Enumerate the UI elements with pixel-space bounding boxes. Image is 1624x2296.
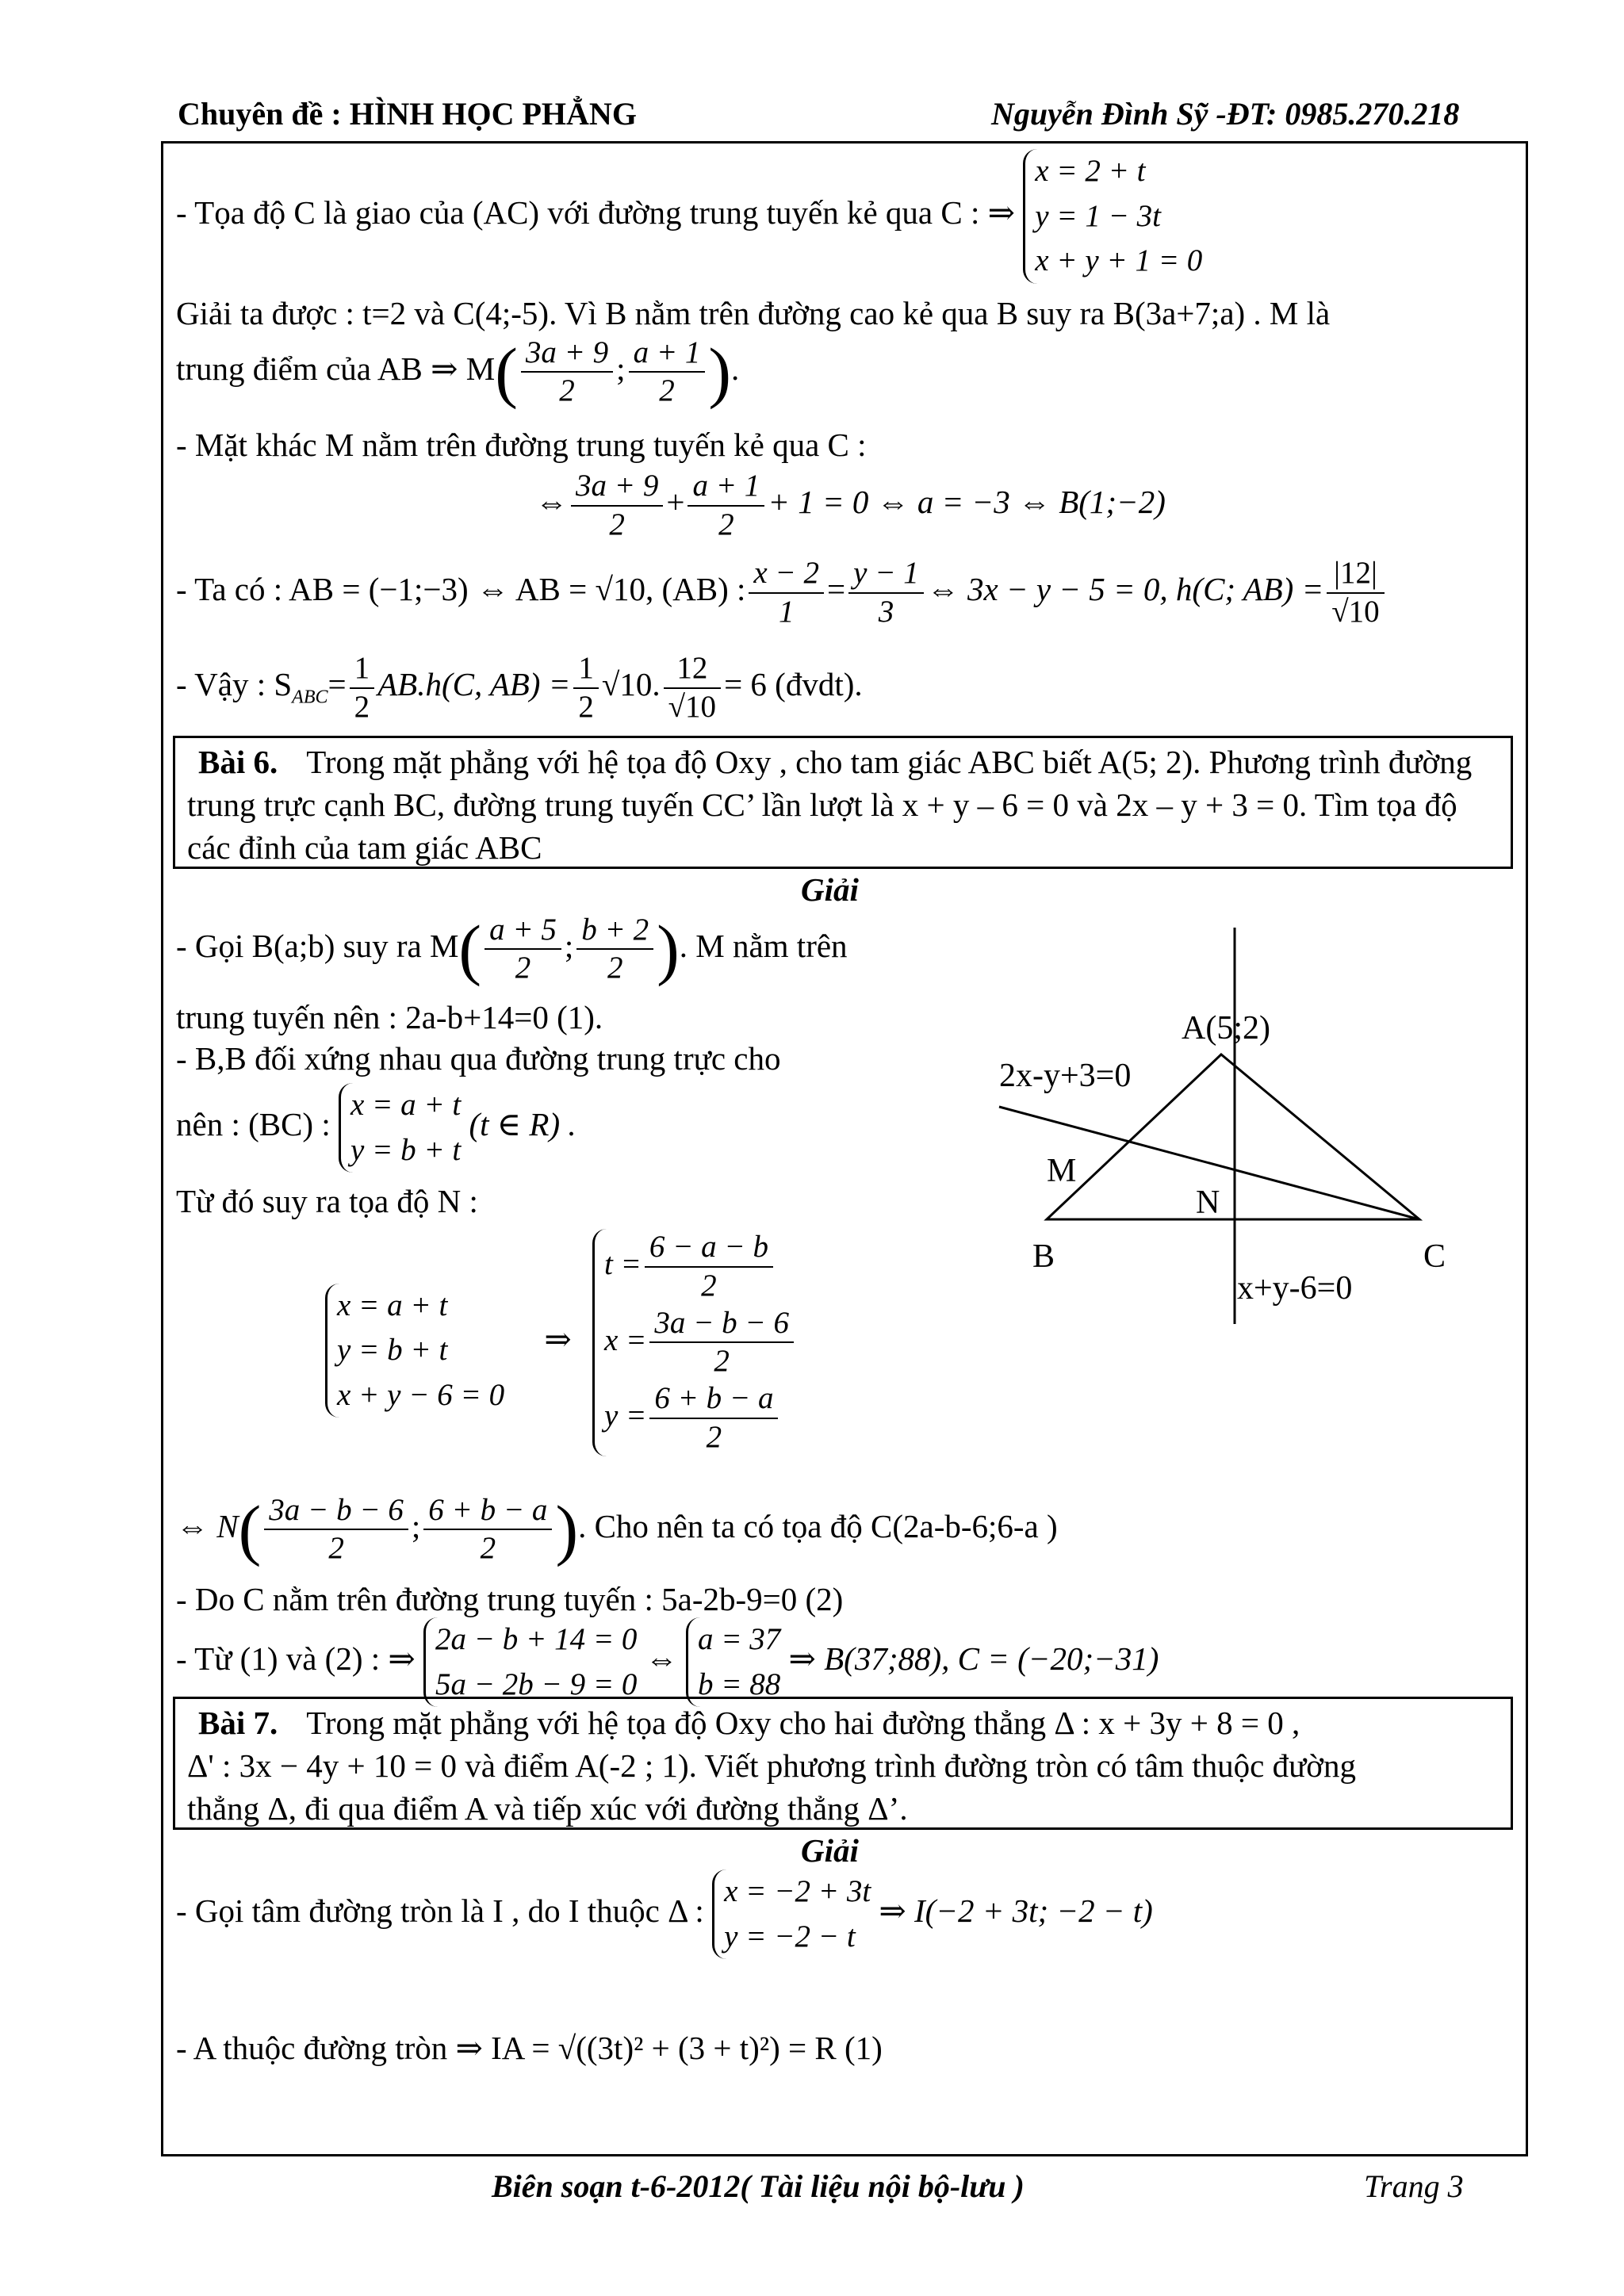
label-bisector-eq: x+y-6=0 <box>1237 1270 1353 1307</box>
system-ab-2: a = 37 b = 88 <box>686 1617 780 1707</box>
line-mat-khac: - Mặt khác M nằm trên đường trung tuyến kẻ qua C : <box>176 427 867 463</box>
footer-page: Trang 3 <box>1364 2168 1464 2204</box>
line-vay: - Vậy : $S_{ABC}=$ $\frac{1}{2}$ AB.h(C, AB) = $\frac{1}{2}$ √10. $\frac{12}{√10}$ = 6 (đvdt). <box>176 651 863 724</box>
bai7-giai: Giải <box>801 1832 859 1869</box>
header-author: Nguyễn Đình Sỹ -ĐT: 0985.270.218 <box>991 96 1460 132</box>
bai6-step7: - Do C nằm trên đường trung tuyến : 5a-2b-9=0 (2) <box>176 1581 844 1617</box>
line-giai: Giải ta được : t=2 và C(4;-5). Vì B nằm trên đường cao kẻ qua B suy ra B(3a+7;a) . M là <box>176 295 1331 331</box>
bai6-step8: - Từ (1) và (2) : ⇒ 2a − b + 14 = 0 5a − 2b − 9 = 0 ⇔ a = 37 b = 88 ⇒ B(37;88), C = (−20;−31) <box>176 1617 1159 1707</box>
bai6-title: Bài 6. <box>198 744 278 780</box>
bai6-step3: - B,B đối xứng nhau qua đường trung trực cho <box>176 1040 781 1077</box>
label-m: M <box>1047 1153 1077 1189</box>
line-ta-co: - Ta có : AB = (−1;−3) ⇔ AB = √10, (AB) : $\frac{x - 2}{1}$ = $\frac{y - 1}{3}$ ⇔ 3x − y − 5 = 0, h(C; AB) = $\frac{|12|}{√10}$ <box>176 555 1388 631</box>
bai7-step2: - A thuộc đường tròn ⇒ IA = √((3t)² + (3 + t)²) = R (1) <box>176 2030 883 2066</box>
line-toa-do-c: - Tọa độ C là giao của (AC) với đường trung tuyến kẻ qua C : ⇒ x = 2 + t y = 1 − 3t x + y + 1 = 0 <box>176 149 1202 284</box>
bai6-step5: Từ đó suy ra tọa độ N : <box>176 1183 478 1219</box>
triangle-figure <box>983 920 1491 1348</box>
bai6-statement <box>187 740 1503 869</box>
system-i: x = −2 + 3t y = −2 − t <box>712 1869 871 1959</box>
label-a: A(5;2) <box>1182 1010 1270 1047</box>
bai7-step1: - Gọi tâm đường tròn là I , do I thuộc Δ : x = −2 + 3t y = −2 − t ⇒ I(−2 + 3t; −2 − t) <box>176 1869 1153 1959</box>
label-c: C <box>1423 1238 1446 1275</box>
bai6-text: Trong mặt phẳng với hệ tọa độ Oxy , cho tam giác ABC biết A(5; 2). Phương trình đường trung trực cạnh BC, đường trung tuyến CC’ lần lượt là x + y – 6 = 0 và 2x – y + 3 = 0. Tìm tọa độ các đỉnh của tam giác ABC <box>187 744 1473 867</box>
system-ab-1: 2a − b + 14 = 0 5a − 2b − 9 = 0 <box>423 1617 637 1707</box>
label-median-eq: 2x-y+3=0 <box>999 1058 1132 1094</box>
header-title: Chuyên đề : HÌNH HỌC PHẲNG <box>178 96 637 132</box>
bai6-step4: nên : (BC) : x = a + t y = b + t (t ∈ R) . <box>176 1083 576 1173</box>
label-b: B <box>1032 1238 1055 1275</box>
bai6-step1: - Gọi B(a;b) suy ra M( $\frac{a + 5}{2}$ ; $\frac{b + 2}{2}$ ). M nằm trên <box>176 911 848 987</box>
line-equation-a: ⇔ $\frac{3a + 9}{2}$ + $\frac{a + 1}{2}$ + 1 = 0 ⇔ a = −3 ⇔ B(1;−2) <box>535 469 1166 541</box>
line-trung-diem: trung điểm của AB ⇒ M( $\frac{3a + 9}{2}$ ; $\frac{a + 1}{2}$ ). <box>176 334 740 410</box>
bai6-step6: ⇔ N( $\frac{3a - b - 6}{2}$ ; $\frac{6 + b - a}{2}$ ). Cho nên ta có tọa độ C(2a-b-6;6-a ) <box>176 1491 1058 1567</box>
bai6-giai: Giải <box>801 871 859 908</box>
system-bc: x = a + t y = b + t <box>339 1083 461 1173</box>
label-n: N <box>1196 1184 1220 1221</box>
bai7-statement: Bài 7. Trong mặt phẳng với hệ tọa độ Oxy cho hai đường thẳng Δ : x + 3y + 8 = 0 , Δ' : 3x − 4y + 10 = 0 và điểm A(-2 ; 1). Viết phương trình đường tròn có tâm thuộc đường thẳng Δ, đi qua điểm A và tiếp xúc với đường thẳng Δ’. <box>187 1705 1356 1827</box>
system-c: x = 2 + t y = 1 − 3t x + y + 1 = 0 <box>1023 149 1202 284</box>
footer-center: Biên soạn t-6-2012( Tài liệu nội bộ-lưu ) <box>492 2168 1025 2204</box>
bai6-n-system: x = a + t y = b + t x + y − 6 = 0 ⇒ t = $\frac{6 - a - b}{2}$ x = $\frac{3a - b - 6}{2}$ y = $\frac{6 + b - a}{2}$ <box>325 1229 797 1456</box>
bai6-step2: trung tuyến nên : 2a-b+14=0 (1). <box>176 999 603 1035</box>
bai7-title: Bài 7. <box>198 1705 278 1741</box>
